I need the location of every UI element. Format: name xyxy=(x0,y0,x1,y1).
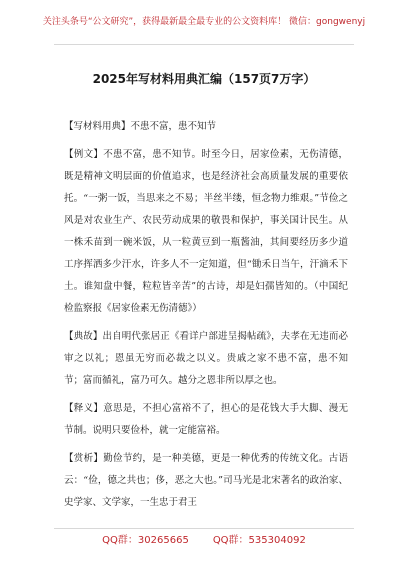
section-heading: 【写材料用典】不患不富，患不知节 xyxy=(64,121,217,132)
qq-group-2: QQ群：535304092 xyxy=(212,535,306,546)
document-title: 2025年写材料用典汇编（157页7万字） xyxy=(92,72,316,86)
meaning-paragraph: 【释义】意思是，不担心富裕不了，担心的是花钱大手大脚、漫无节制。说明只要俭朴，就一定能富裕。 xyxy=(64,403,348,436)
allusion-paragraph: 【典故】出自明代张居正《看详户部进呈揭帖疏》，夫孝在无违而必审之以礼；恩虽无穷而必裁之以义。贵戚之家不患不富，患不知节；富而循礼，富乃可久。越分之恩非所以厚之也。 xyxy=(64,331,348,386)
qq-group-1: QQ群：30265665 xyxy=(102,535,189,546)
footer-divider xyxy=(54,528,354,529)
document-body xyxy=(64,116,348,514)
example-paragraph: 【例文】不患不富，患不知节。时至今日，居家俭素，无伤清德，既是精神文明层面的价值追求，也是经济社会高质量发展的重要依托。“一粥一饭，当思来之不易；半丝半缕，恒念物力维艰。”节俭之风是对农业生产、农民劳动成果的敬畏和保护，事关国计民生。从一株禾苗到一碗米饭，从一粒黄豆到一瓶酱油，其间要经历多少道工序挥洒多少汗水，许多人不一定知道，但“锄禾日当午，汗滴禾下土。谁知盘中餐，粒粒皆辛苦”的古诗，却是妇孺皆知的。（中国纪检监察报《居家俭素无伤清德》） xyxy=(64,149,348,314)
header-divider xyxy=(54,44,354,45)
promo-banner: 关注头条号“公文研究”，获得最新最全最专业的公文资料库！ 微信：gongwenyj xyxy=(42,17,366,27)
appreciation-paragraph: 【赏析】勤俭节约，是一种美德，更是一种优秀的传统文化。古语云：“俭，德之共也；侈，恶之大也。”司马光是北宋著名的政治家、史学家、文学家，一生忠于君王 xyxy=(64,453,348,508)
footer-contacts xyxy=(0,531,408,546)
